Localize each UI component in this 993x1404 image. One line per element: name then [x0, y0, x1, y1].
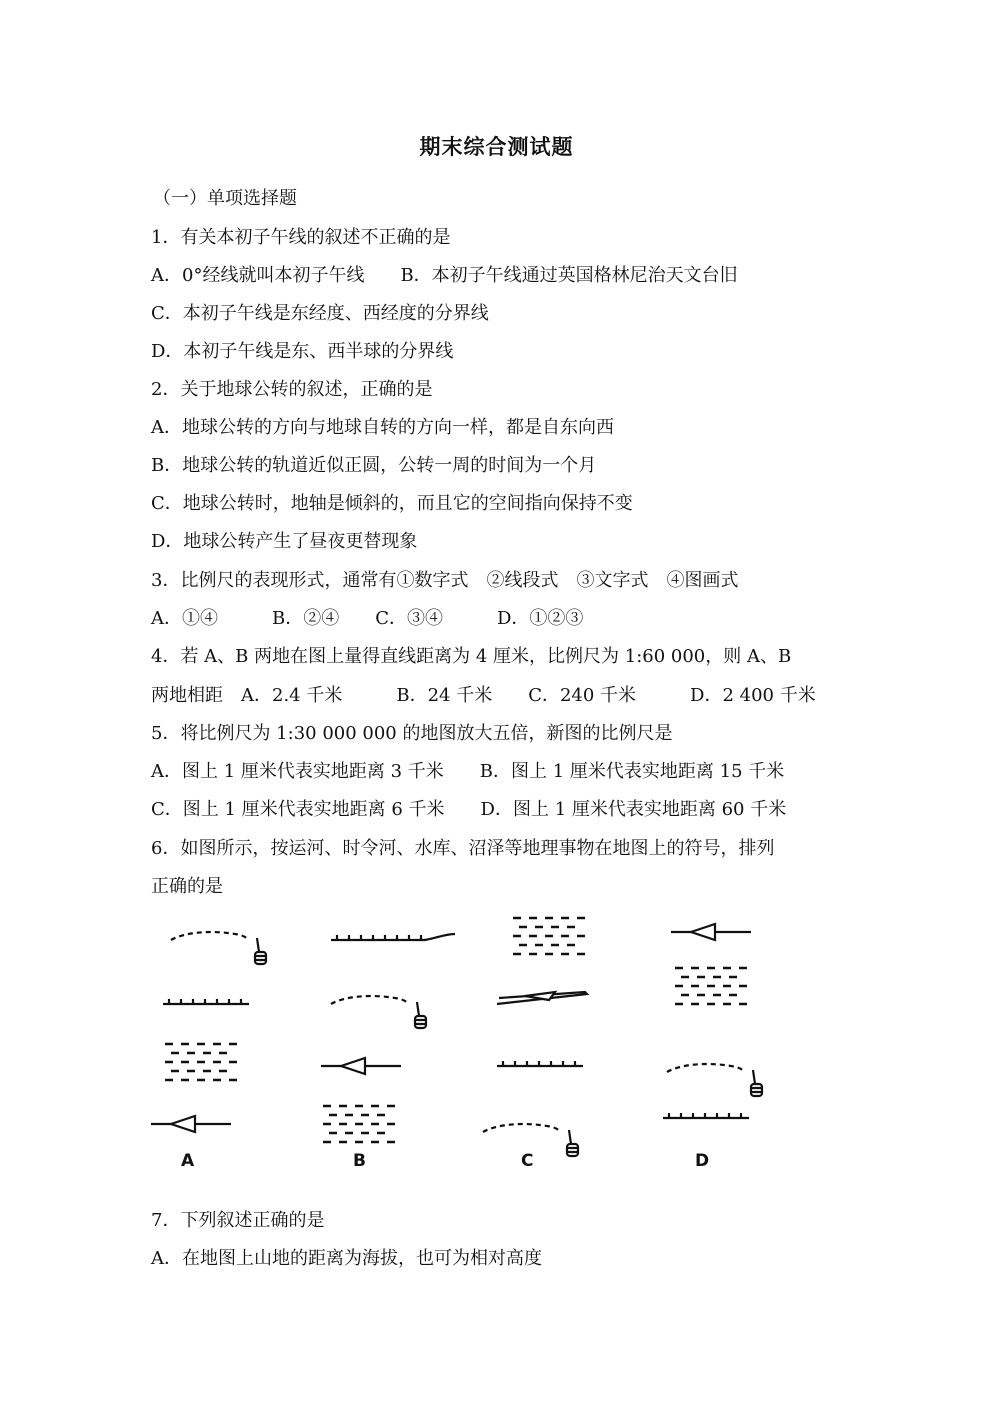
canal-symbol: [497, 1061, 583, 1066]
marsh-symbol: [513, 918, 585, 954]
question-line: 6．如图所示，按运河、时令河、水库、沼泽等地理事物在地图上的符号，排列: [151, 838, 775, 859]
canal-symbol: [163, 999, 249, 1004]
question-line: 1．有关本初子午线的叙述不正确的是: [151, 227, 451, 248]
question-line: A．0°经线就叫本初子午线 B．本初子午线通过英国格林尼治天文台旧: [151, 265, 738, 286]
question-line: A．在地图上山地的距离为海拔，也可为相对高度: [151, 1248, 542, 1269]
question-line: D．本初子午线是东、西半球的分界线: [151, 341, 454, 362]
question-line: 4．若 A、B 两地在图上量得直线距离为 4 厘米，比例尺为 1:60 000，则 A、B: [151, 646, 792, 667]
junction-symbol: [497, 992, 587, 1004]
figure-label-d: D: [695, 1151, 710, 1171]
question-line: C．地球公转时，地轴是倾斜的，而且它的空间指向保持不变: [151, 493, 633, 514]
dam-symbol: [667, 1064, 762, 1096]
question-line: A．①④ B．②④ C．③④ D．①②③: [151, 608, 584, 629]
question-line: A．图上 1 厘米代表实地距离 3 千米 B．图上 1 厘米代表实地距离 15 千米: [151, 761, 785, 782]
dam-symbol: [331, 996, 426, 1028]
question-line: 正确的是: [151, 876, 223, 897]
marsh-symbol: [165, 1044, 237, 1080]
canal-symbol: [663, 1113, 749, 1118]
arrow-line-symbol: [151, 1116, 231, 1132]
question-line: 3．比例尺的表现形式，通常有①数字式 ②线段式 ③文字式 ④图画式: [151, 570, 739, 591]
page-title: 期末综合测试题: [419, 134, 574, 159]
question-line: C．本初子午线是东经度、西经度的分界线: [151, 303, 489, 324]
dam-symbol: [171, 932, 266, 964]
marsh-symbol: [323, 1106, 395, 1142]
section-heading: （一）单项选择题: [153, 188, 297, 209]
marsh-symbol: [675, 968, 747, 1004]
question-line: B．地球公转的轨道近似正圆，公转一周的时间为一个月: [151, 455, 597, 476]
question-line: 7．下列叙述正确的是: [151, 1210, 325, 1231]
arrow-line-symbol: [321, 1058, 401, 1074]
figure-label-a: A: [181, 1151, 195, 1171]
question-line: 两地相距 A．2.4 千米 B．24 千米 C．240 千米 D．2 400 千米: [151, 685, 816, 706]
river-bank-symbol: [331, 934, 455, 940]
question-line: C．图上 1 厘米代表实地距离 6 千米 D．图上 1 厘米代表实地距离 60 千米: [151, 799, 787, 820]
arrow-line-symbol: [671, 924, 751, 940]
question-line: D．地球公转产生了昼夜更替现象: [151, 531, 418, 552]
question-line: A．地球公转的方向与地球自转的方向一样，都是自东向西: [151, 417, 614, 438]
question-line: 5．将比例尺为 1:30 000 000 的地图放大五倍，新图的比例尺是: [151, 723, 673, 744]
map-symbols-figure: [145, 908, 765, 1178]
figure-label-c: C: [521, 1151, 534, 1171]
figure-label-b: B: [353, 1151, 366, 1171]
question-line: 2．关于地球公转的叙述，正确的是: [151, 379, 433, 400]
